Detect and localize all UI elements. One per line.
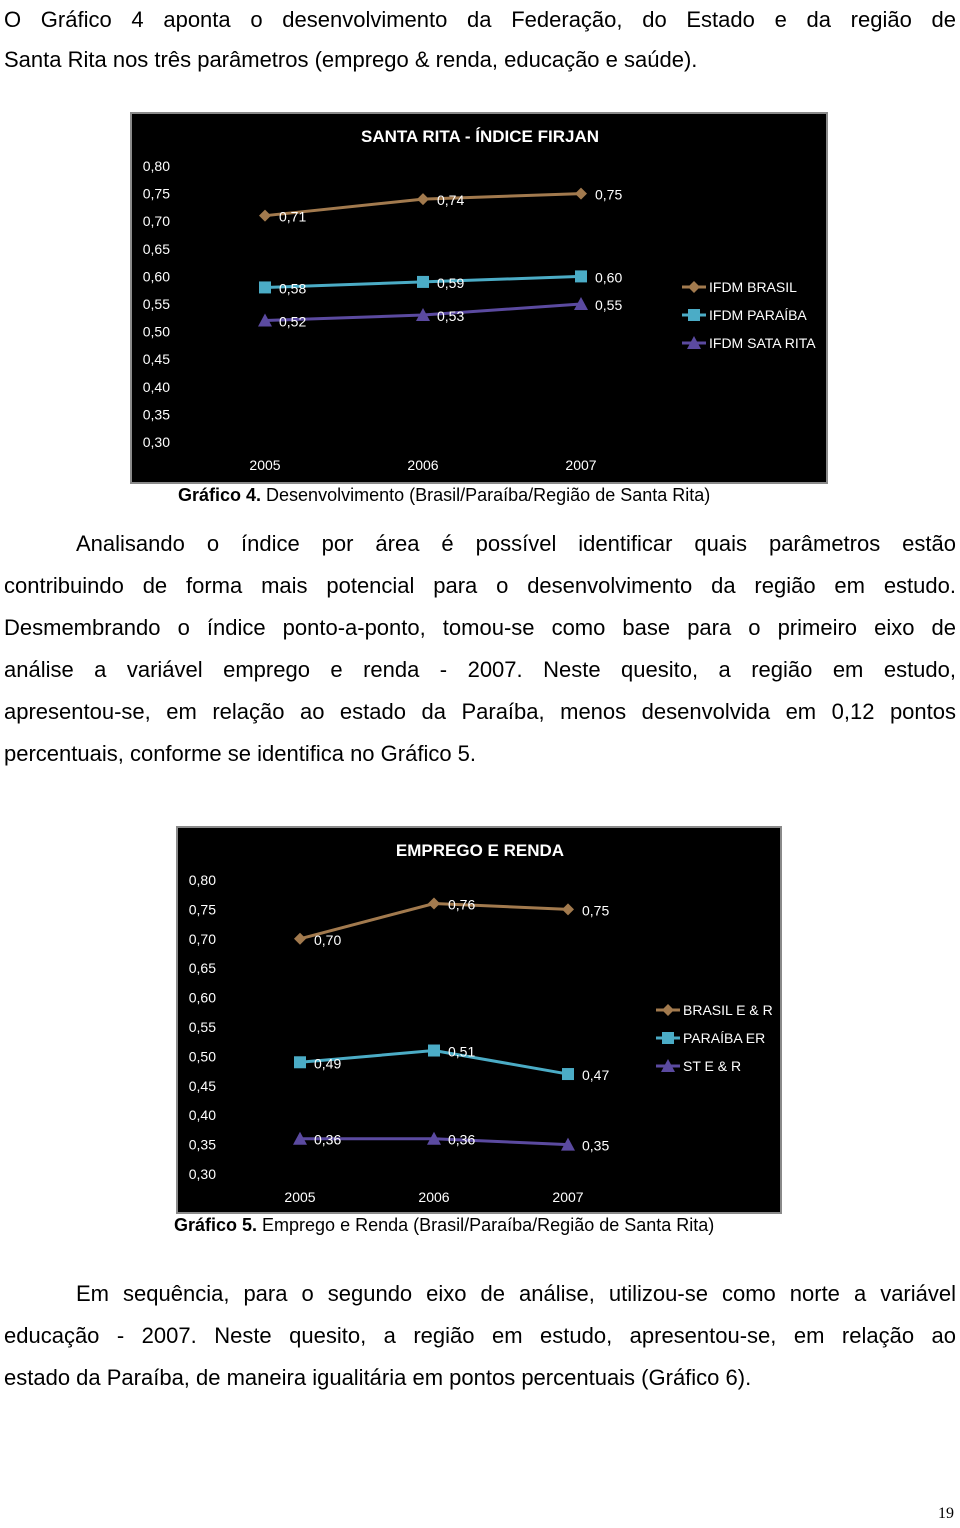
data-point-diamond bbox=[562, 903, 574, 915]
data-point-square bbox=[417, 276, 429, 288]
x-tick-label: 2005 bbox=[249, 457, 281, 473]
caption-grafico-5 bbox=[174, 1214, 714, 1236]
data-point-square bbox=[575, 270, 587, 282]
x-tick-label: 2007 bbox=[552, 1189, 584, 1205]
sequence-paragraph bbox=[4, 1273, 956, 1399]
intro-paragraph bbox=[4, 0, 956, 80]
chart-title: EMPREGO E RENDA bbox=[395, 841, 565, 860]
analysis-line-4: análise a variável emprego e renda - 2007. Neste quesito, a região em estudo, bbox=[4, 657, 956, 682]
data-label: 0,74 bbox=[437, 192, 465, 209]
caption-4-label: Gráfico 4. bbox=[178, 485, 262, 505]
analysis-paragraph bbox=[4, 523, 956, 775]
data-label: 0,36 bbox=[448, 1131, 476, 1148]
caption-grafico-4 bbox=[178, 484, 710, 506]
y-tick-label: 0,40 bbox=[142, 378, 170, 395]
data-point-square bbox=[294, 1056, 306, 1068]
chart-santa-rita-firjan bbox=[130, 112, 828, 484]
chart-firjan-svg bbox=[132, 114, 826, 482]
analysis-line-3: Desmembrando o índice ponto-a-ponto, tomou-se como base para o primeiro eixo de bbox=[4, 615, 956, 640]
data-point-square bbox=[428, 1045, 440, 1057]
data-label: 0,55 bbox=[595, 297, 623, 313]
analysis-line-2: contribuindo de forma mais potencial para o desenvolvimento da região em estudo. bbox=[4, 573, 956, 598]
y-tick-label: 0,45 bbox=[188, 1077, 216, 1094]
caption-5-label: Gráfico 5. bbox=[174, 1215, 258, 1235]
legend-label: BRASIL E & R bbox=[683, 1002, 773, 1018]
x-tick-label: 2007 bbox=[565, 457, 597, 473]
data-label: 0,47 bbox=[582, 1067, 610, 1084]
data-label: 0,51 bbox=[448, 1043, 476, 1060]
analysis-line-1: Analisando o índice por área é possível identificar quais parâmetros estão bbox=[76, 531, 956, 556]
y-tick-label: 0,30 bbox=[188, 1166, 216, 1182]
data-label: 0,58 bbox=[279, 280, 307, 297]
data-label: 0,53 bbox=[437, 308, 465, 325]
y-tick-label: 0,50 bbox=[142, 323, 170, 340]
data-label: 0,71 bbox=[279, 208, 307, 225]
legend-marker bbox=[688, 281, 700, 293]
y-tick-label: 0,80 bbox=[142, 158, 170, 174]
intro-line-1: O Gráfico 4 aponta o desenvolvimento da Federação, do Estado e da região de bbox=[4, 7, 956, 32]
legend-label: IFDM BRASIL bbox=[709, 279, 797, 295]
data-point-diamond bbox=[575, 188, 587, 200]
data-label: 0,75 bbox=[595, 186, 623, 203]
y-tick-label: 0,55 bbox=[142, 296, 170, 312]
chart-emprego-renda bbox=[176, 826, 782, 1214]
y-tick-label: 0,65 bbox=[188, 960, 216, 977]
data-label: 0,75 bbox=[582, 902, 610, 919]
y-tick-label: 0,80 bbox=[188, 872, 216, 888]
data-label: 0,70 bbox=[314, 931, 342, 948]
data-label: 0,59 bbox=[437, 274, 465, 291]
data-label: 0,36 bbox=[314, 1131, 342, 1148]
legend-marker bbox=[662, 1004, 674, 1016]
y-tick-label: 0,70 bbox=[188, 930, 216, 947]
intro-line-2: Santa Rita nos três parâmetros (emprego & renda, educação e saúde). bbox=[4, 47, 698, 72]
y-tick-label: 0,75 bbox=[188, 901, 216, 918]
data-point-diamond bbox=[428, 898, 440, 910]
y-tick-label: 0,30 bbox=[142, 434, 170, 450]
sequence-line-3: estado da Paraíba, de maneira igualitária em pontos percentuais (Gráfico 6). bbox=[4, 1365, 752, 1390]
legend-label: IFDM PARAÍBA bbox=[709, 307, 807, 323]
y-tick-label: 0,65 bbox=[142, 240, 170, 257]
chart-title: SANTA RITA - ÍNDICE FIRJAN bbox=[361, 127, 599, 146]
y-tick-label: 0,70 bbox=[142, 213, 170, 230]
caption-5-text: Emprego e Renda (Brasil/Paraíba/Região de Santa Rita) bbox=[257, 1215, 715, 1235]
x-tick-label: 2005 bbox=[284, 1189, 316, 1205]
legend-label: ST E & R bbox=[683, 1058, 742, 1074]
chart-emprego-svg bbox=[178, 828, 780, 1212]
analysis-line-6: percentuais, conforme se identifica no Gráfico 5. bbox=[4, 741, 477, 766]
y-tick-label: 0,45 bbox=[142, 351, 170, 368]
data-label: 0,60 bbox=[595, 269, 623, 286]
legend-marker bbox=[662, 1032, 674, 1044]
x-tick-label: 2006 bbox=[418, 1189, 450, 1205]
analysis-line-5: apresentou-se, em relação ao estado da Paraíba, menos desenvolvida em 0,12 pontos bbox=[4, 699, 956, 724]
sequence-line-2: educação - 2007. Neste quesito, a região em estudo, apresentou-se, em relação ao bbox=[4, 1323, 956, 1348]
data-label: 0,35 bbox=[582, 1137, 610, 1154]
caption-4-text: Desenvolvimento (Brasil/Paraíba/Região de Santa Rita) bbox=[261, 485, 711, 505]
data-point-diamond bbox=[259, 210, 271, 222]
legend-marker bbox=[688, 309, 700, 321]
y-tick-label: 0,55 bbox=[188, 1019, 216, 1035]
page-number: 19 bbox=[938, 1505, 954, 1522]
data-point-square bbox=[259, 281, 271, 293]
legend-label: PARAÍBA ER bbox=[683, 1030, 766, 1046]
y-tick-label: 0,50 bbox=[188, 1048, 216, 1065]
y-tick-label: 0,40 bbox=[188, 1107, 216, 1124]
y-tick-label: 0,60 bbox=[142, 268, 170, 285]
y-tick-label: 0,60 bbox=[188, 989, 216, 1006]
data-point-square bbox=[562, 1068, 574, 1080]
y-tick-label: 0,35 bbox=[142, 406, 170, 423]
data-point-diamond bbox=[294, 933, 306, 945]
y-tick-label: 0,75 bbox=[142, 185, 170, 202]
legend-label: IFDM SATA RITA bbox=[709, 335, 816, 351]
data-label: 0,76 bbox=[448, 896, 476, 913]
x-tick-label: 2006 bbox=[407, 457, 439, 473]
data-label: 0,52 bbox=[279, 313, 307, 330]
data-label: 0,49 bbox=[314, 1055, 342, 1072]
data-point-diamond bbox=[417, 193, 429, 205]
sequence-line-1: Em sequência, para o segundo eixo de análise, utilizou-se como norte a variável bbox=[76, 1281, 956, 1306]
y-tick-label: 0,35 bbox=[188, 1136, 216, 1153]
